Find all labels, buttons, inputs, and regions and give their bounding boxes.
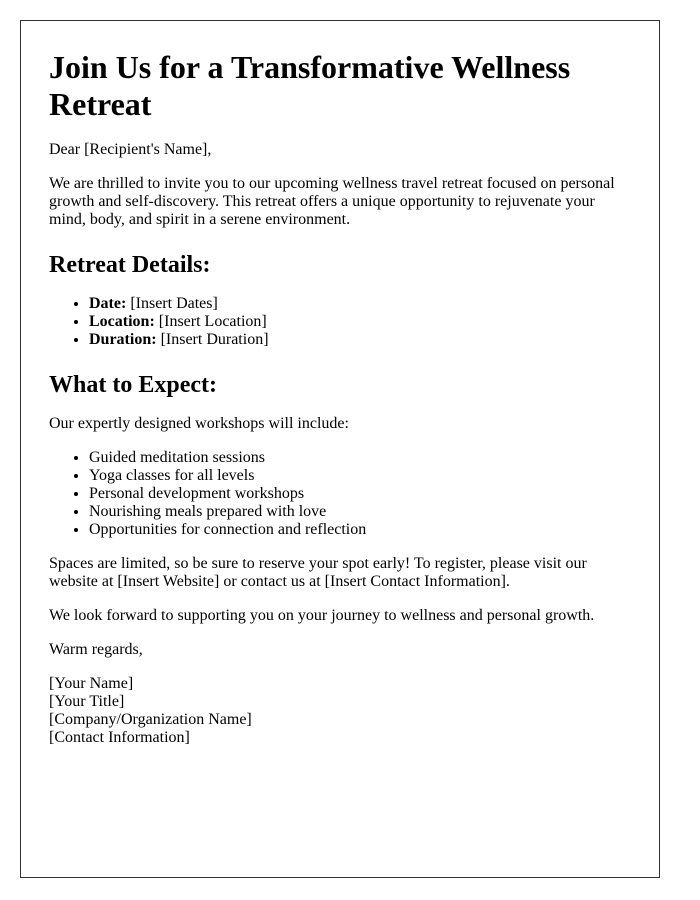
list-item: • Guided meditation sessions: [89, 449, 631, 467]
letter-title: Join Us for a Transformative Wellness Retreat: [49, 49, 571, 122]
closing-paragraph: We look forward to supporting you on your journey to wellness and personal growth.: [49, 607, 595, 624]
letter-page: [20, 20, 660, 878]
detail-value: [Insert Duration]: [160, 331, 269, 348]
details-heading: Retreat Details:: [49, 252, 211, 278]
register-paragraph: Spaces are limited, so be sure to reserve your spot early! To register, please visit our website at [Insert Website] or contact us at [Insert Contact Information].: [49, 555, 587, 590]
detail-item-duration: [89, 331, 631, 349]
signature-title: [Your Title]: [49, 693, 125, 710]
list-item: • Opportunities for connection and reflection: [89, 521, 631, 539]
signature-contact: [Contact Information]: [49, 729, 190, 746]
detail-label: Duration:: [89, 331, 157, 348]
intro-paragraph: We are thrilled to invite you to our upcoming wellness travel retreat focused on personal growth and self-discovery. This retreat offers a unique opportunity to rejuvenate your mind, body, and spirit in a serene environment.: [49, 175, 615, 228]
detail-item-location: [89, 313, 631, 331]
detail-value: [Insert Location]: [158, 313, 267, 330]
list-item: • Nourishing meals prepared with love: [89, 503, 631, 521]
list-item: • Yoga classes for all levels: [89, 467, 631, 485]
greeting: Dear [Recipient's Name],: [49, 141, 212, 158]
list-item: • Personal development workshops: [89, 485, 631, 503]
signature-company: [Company/Organization Name]: [49, 711, 252, 728]
signature-block: [49, 675, 631, 747]
expect-intro: Our expertly designed workshops will include:: [49, 415, 349, 432]
detail-item-date: [89, 295, 631, 313]
details-list: [49, 295, 631, 349]
signature-name: [Your Name]: [49, 675, 134, 692]
workshop-list: [49, 449, 631, 539]
sign-off: Warm regards,: [49, 641, 143, 658]
detail-label: Date:: [89, 295, 127, 312]
detail-label: Location:: [89, 313, 155, 330]
detail-value: [Insert Dates]: [130, 295, 218, 312]
expect-heading: What to Expect:: [49, 372, 217, 398]
